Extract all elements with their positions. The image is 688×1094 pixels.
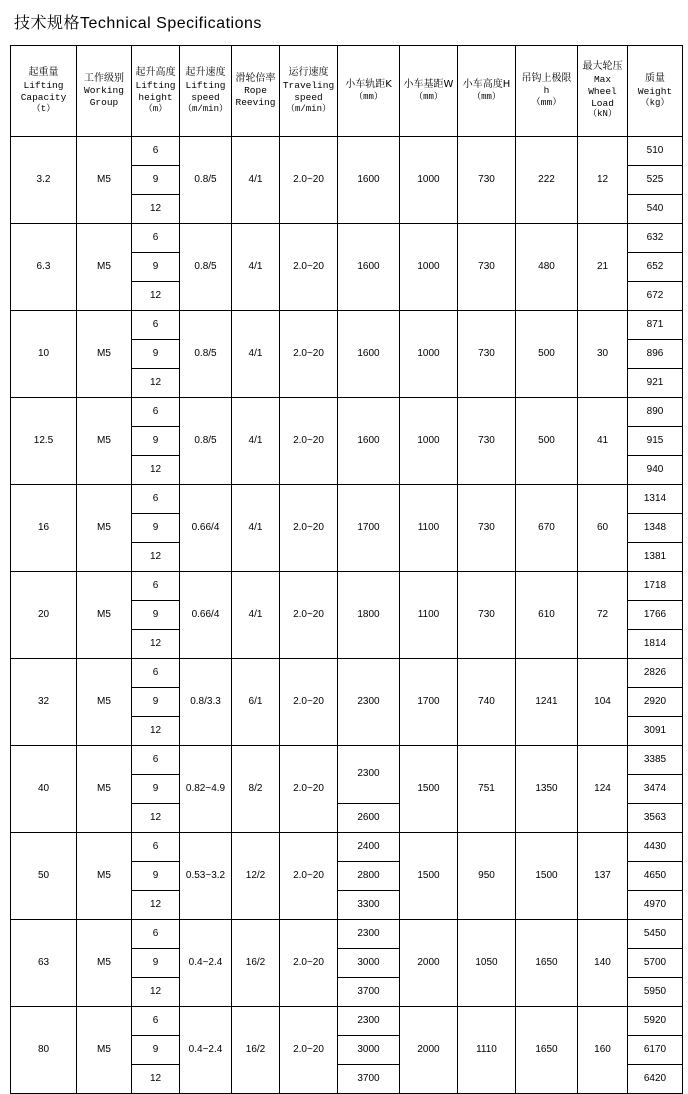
cell-lifting-capacity: 63 <box>11 920 77 1007</box>
cell-max-wheel-load: 72 <box>578 572 628 659</box>
cell-lifting-speed: 0.8/3.3 <box>180 659 232 746</box>
column-header-unit: （kg） <box>640 97 670 108</box>
cell-traveling-speed: 2.0~20 <box>280 572 338 659</box>
cell-rope-reeving: 4/1 <box>232 224 280 311</box>
cell-weight: 5450 <box>628 920 683 949</box>
cell-hook-limit: 610 <box>516 572 578 659</box>
cell-weight: 1314 <box>628 485 683 514</box>
table-row <box>11 746 683 775</box>
cell-traveling-speed: 2.0~20 <box>280 311 338 398</box>
cell-height-h: 730 <box>458 398 516 485</box>
cell-max-wheel-load: 41 <box>578 398 628 485</box>
cell-gauge-k: 1600 <box>338 224 400 311</box>
cell-weight: 4430 <box>628 833 683 862</box>
cell-lifting-height: 6 <box>132 572 180 601</box>
column-header-0 <box>11 46 77 137</box>
table-row <box>11 920 683 949</box>
column-header-4 <box>232 46 280 137</box>
cell-weight: 5700 <box>628 949 683 978</box>
cell-max-wheel-load: 12 <box>578 137 628 224</box>
cell-height-h: 730 <box>458 224 516 311</box>
cell-lifting-speed: 0.4~2.4 <box>180 1007 232 1094</box>
cell-lifting-speed: 0.8/5 <box>180 224 232 311</box>
cell-rope-reeving: 16/2 <box>232 920 280 1007</box>
technical-specifications-table <box>10 45 683 1094</box>
cell-rope-reeving: 4/1 <box>232 572 280 659</box>
cell-gauge-k: 2400 <box>338 833 400 862</box>
cell-gauge-k: 2800 <box>338 862 400 891</box>
column-header-cn: 最大轮压 <box>582 61 623 73</box>
cell-max-wheel-load: 140 <box>578 920 628 1007</box>
cell-base-w: 1100 <box>400 572 458 659</box>
cell-traveling-speed: 2.0~20 <box>280 137 338 224</box>
cell-working-group: M5 <box>77 746 132 833</box>
cell-rope-reeving: 4/1 <box>232 137 280 224</box>
cell-max-wheel-load: 160 <box>578 1007 628 1094</box>
column-header-en: Load <box>591 97 614 109</box>
cell-working-group: M5 <box>77 485 132 572</box>
cell-working-group: M5 <box>77 398 132 485</box>
column-header-en: Traveling <box>282 79 335 91</box>
column-header-en: Weight <box>637 85 673 97</box>
column-header-cn: 起升高度 <box>135 67 176 79</box>
cell-lifting-height: 6 <box>132 920 180 949</box>
cell-lifting-speed: 0.53~3.2 <box>180 833 232 920</box>
cell-working-group: M5 <box>77 833 132 920</box>
column-header-9 <box>516 46 578 137</box>
cell-hook-limit: 480 <box>516 224 578 311</box>
cell-weight: 896 <box>628 340 683 369</box>
cell-rope-reeving: 16/2 <box>232 1007 280 1094</box>
cell-working-group: M5 <box>77 137 132 224</box>
header-row <box>11 46 683 137</box>
column-header-en: Lifting <box>135 79 176 91</box>
column-header-en: speed <box>191 91 220 103</box>
cell-gauge-k: 2300 <box>338 746 400 804</box>
cell-weight: 3091 <box>628 717 683 746</box>
cell-weight: 3385 <box>628 746 683 775</box>
cell-lifting-capacity: 80 <box>11 1007 77 1094</box>
table-row <box>11 224 683 253</box>
table-row <box>11 572 683 601</box>
cell-lifting-capacity: 20 <box>11 572 77 659</box>
cell-gauge-k: 3000 <box>338 1036 400 1065</box>
cell-lifting-height: 6 <box>132 485 180 514</box>
cell-lifting-speed: 0.8/5 <box>180 398 232 485</box>
cell-lifting-height: 9 <box>132 601 180 630</box>
column-header-en: Lifting <box>23 79 64 91</box>
cell-traveling-speed: 2.0~20 <box>280 1007 338 1094</box>
cell-weight: 1381 <box>628 543 683 572</box>
cell-lifting-height: 9 <box>132 862 180 891</box>
cell-gauge-k: 2300 <box>338 1007 400 1036</box>
column-header-en: Max <box>593 73 612 85</box>
cell-gauge-k: 1600 <box>338 311 400 398</box>
cell-hook-limit: 1650 <box>516 920 578 1007</box>
column-header-en: （mm） <box>531 97 562 109</box>
cell-weight: 652 <box>628 253 683 282</box>
column-header-unit: （m/min） <box>285 103 331 114</box>
cell-lifting-height: 9 <box>132 949 180 978</box>
cell-lifting-height: 12 <box>132 1065 180 1094</box>
cell-hook-limit: 500 <box>516 311 578 398</box>
cell-base-w: 2000 <box>400 920 458 1007</box>
cell-hook-limit: 1350 <box>516 746 578 833</box>
column-header-10 <box>578 46 628 137</box>
cell-hook-limit: 500 <box>516 398 578 485</box>
cell-weight: 6170 <box>628 1036 683 1065</box>
cell-rope-reeving: 4/1 <box>232 398 280 485</box>
table-row <box>11 1007 683 1036</box>
table-row <box>11 311 683 340</box>
column-header-en: Rope <box>244 85 267 97</box>
cell-lifting-height: 12 <box>132 543 180 572</box>
cell-max-wheel-load: 30 <box>578 311 628 398</box>
cell-height-h: 730 <box>458 485 516 572</box>
column-header-en: Group <box>89 97 119 109</box>
cell-traveling-speed: 2.0~20 <box>280 746 338 833</box>
cell-height-h: 740 <box>458 659 516 746</box>
cell-weight: 890 <box>628 398 683 427</box>
cell-lifting-height: 9 <box>132 775 180 804</box>
column-header-cn: 运行速度 <box>288 67 329 79</box>
cell-rope-reeving: 6/1 <box>232 659 280 746</box>
cell-gauge-k: 2600 <box>338 804 400 833</box>
cell-weight: 915 <box>628 427 683 456</box>
cell-lifting-height: 12 <box>132 717 180 746</box>
cell-lifting-height: 6 <box>132 398 180 427</box>
column-header-cn: 起重量 <box>28 67 59 79</box>
column-header-en: height <box>138 91 173 103</box>
column-header-cn: 滑轮倍率 <box>235 72 276 84</box>
cell-working-group: M5 <box>77 920 132 1007</box>
cell-base-w: 1100 <box>400 485 458 572</box>
cell-lifting-speed: 0.8/5 <box>180 137 232 224</box>
cell-weight: 5920 <box>628 1007 683 1036</box>
cell-weight: 3563 <box>628 804 683 833</box>
column-header-unit: （mm） <box>414 91 443 102</box>
cell-lifting-height: 12 <box>132 630 180 659</box>
cell-lifting-capacity: 3.2 <box>11 137 77 224</box>
cell-height-h: 730 <box>458 572 516 659</box>
cell-height-h: 751 <box>458 746 516 833</box>
cell-weight: 5950 <box>628 978 683 1007</box>
cell-lifting-height: 6 <box>132 224 180 253</box>
table-row <box>11 833 683 862</box>
cell-gauge-k: 1600 <box>338 137 400 224</box>
cell-rope-reeving: 12/2 <box>232 833 280 920</box>
cell-base-w: 1000 <box>400 137 458 224</box>
cell-weight: 672 <box>628 282 683 311</box>
cell-gauge-k: 1700 <box>338 485 400 572</box>
column-header-8 <box>458 46 516 137</box>
column-header-11 <box>628 46 683 137</box>
cell-gauge-k: 3700 <box>338 1065 400 1094</box>
cell-lifting-height: 9 <box>132 427 180 456</box>
cell-height-h: 730 <box>458 137 516 224</box>
cell-max-wheel-load: 21 <box>578 224 628 311</box>
cell-weight: 632 <box>628 224 683 253</box>
cell-lifting-height: 9 <box>132 166 180 195</box>
column-header-en: h <box>543 85 550 97</box>
cell-lifting-height: 6 <box>132 659 180 688</box>
cell-lifting-height: 12 <box>132 282 180 311</box>
cell-lifting-capacity: 10 <box>11 311 77 398</box>
cell-lifting-capacity: 6.3 <box>11 224 77 311</box>
cell-weight: 940 <box>628 456 683 485</box>
cell-base-w: 1000 <box>400 311 458 398</box>
column-header-unit: （m/min） <box>182 103 228 114</box>
cell-weight: 1814 <box>628 630 683 659</box>
column-header-cn: 吊钩上极限 <box>521 72 572 84</box>
cell-rope-reeving: 8/2 <box>232 746 280 833</box>
cell-weight: 921 <box>628 369 683 398</box>
cell-lifting-height: 12 <box>132 195 180 224</box>
cell-lifting-height: 9 <box>132 340 180 369</box>
cell-lifting-height: 12 <box>132 804 180 833</box>
cell-weight: 6420 <box>628 1065 683 1094</box>
table-row <box>11 398 683 427</box>
column-header-5 <box>280 46 338 137</box>
page-title: 技术规格Technical Specifications <box>14 15 262 32</box>
cell-lifting-speed: 0.8/5 <box>180 311 232 398</box>
cell-weight: 2826 <box>628 659 683 688</box>
column-header-cn: 小车基距W <box>403 79 454 91</box>
cell-working-group: M5 <box>77 311 132 398</box>
cell-weight: 871 <box>628 311 683 340</box>
cell-lifting-height: 9 <box>132 514 180 543</box>
table-row <box>11 137 683 166</box>
cell-rope-reeving: 4/1 <box>232 485 280 572</box>
cell-lifting-capacity: 50 <box>11 833 77 920</box>
table-row <box>11 485 683 514</box>
cell-weight: 4650 <box>628 862 683 891</box>
cell-gauge-k: 2300 <box>338 659 400 746</box>
cell-hook-limit: 670 <box>516 485 578 572</box>
table-row <box>11 659 683 688</box>
column-header-3 <box>180 46 232 137</box>
cell-weight: 1348 <box>628 514 683 543</box>
column-header-en: Reeving <box>235 97 276 109</box>
cell-base-w: 2000 <box>400 1007 458 1094</box>
column-header-en: Lifting <box>185 79 226 91</box>
cell-lifting-height: 12 <box>132 369 180 398</box>
cell-lifting-height: 9 <box>132 253 180 282</box>
column-header-en: Wheel <box>588 85 617 97</box>
column-header-2 <box>132 46 180 137</box>
cell-lifting-capacity: 40 <box>11 746 77 833</box>
column-header-1 <box>77 46 132 137</box>
cell-weight: 540 <box>628 195 683 224</box>
cell-gauge-k: 1800 <box>338 572 400 659</box>
cell-lifting-speed: 0.66/4 <box>180 485 232 572</box>
cell-height-h: 730 <box>458 311 516 398</box>
column-header-unit: （t） <box>31 103 56 114</box>
cell-base-w: 1000 <box>400 398 458 485</box>
cell-weight: 525 <box>628 166 683 195</box>
cell-lifting-height: 6 <box>132 311 180 340</box>
cell-max-wheel-load: 104 <box>578 659 628 746</box>
cell-gauge-k: 1600 <box>338 398 400 485</box>
column-header-7 <box>400 46 458 137</box>
column-header-unit: （kN） <box>588 109 617 120</box>
cell-weight: 4970 <box>628 891 683 920</box>
cell-weight: 1766 <box>628 601 683 630</box>
table-body <box>11 137 683 1094</box>
cell-working-group: M5 <box>77 659 132 746</box>
cell-rope-reeving: 4/1 <box>232 311 280 398</box>
cell-lifting-height: 9 <box>132 688 180 717</box>
cell-lifting-speed: 0.82~4.9 <box>180 746 232 833</box>
cell-max-wheel-load: 124 <box>578 746 628 833</box>
cell-hook-limit: 1500 <box>516 833 578 920</box>
cell-lifting-capacity: 12.5 <box>11 398 77 485</box>
cell-height-h: 1110 <box>458 1007 516 1094</box>
column-header-unit: （m） <box>143 103 168 114</box>
column-header-cn: 小车高度H <box>462 79 511 91</box>
cell-working-group: M5 <box>77 1007 132 1094</box>
column-header-cn: 质量 <box>645 73 665 85</box>
cell-traveling-speed: 2.0~20 <box>280 224 338 311</box>
cell-lifting-capacity: 16 <box>11 485 77 572</box>
cell-weight: 2920 <box>628 688 683 717</box>
column-header-cn: 工作级别 <box>84 72 124 84</box>
column-header-unit: （mm） <box>472 91 501 102</box>
cell-base-w: 1000 <box>400 224 458 311</box>
cell-weight: 1718 <box>628 572 683 601</box>
cell-traveling-speed: 2.0~20 <box>280 398 338 485</box>
cell-lifting-height: 6 <box>132 1007 180 1036</box>
cell-working-group: M5 <box>77 572 132 659</box>
table-header <box>11 46 683 137</box>
cell-traveling-speed: 2.0~20 <box>280 659 338 746</box>
cell-working-group: M5 <box>77 224 132 311</box>
cell-lifting-speed: 0.4~2.4 <box>180 920 232 1007</box>
cell-lifting-height: 12 <box>132 456 180 485</box>
cell-hook-limit: 222 <box>516 137 578 224</box>
column-header-en: speed <box>294 91 323 103</box>
cell-gauge-k: 2300 <box>338 920 400 949</box>
column-header-6 <box>338 46 400 137</box>
cell-base-w: 1700 <box>400 659 458 746</box>
cell-lifting-height: 9 <box>132 1036 180 1065</box>
cell-height-h: 950 <box>458 833 516 920</box>
cell-gauge-k: 3300 <box>338 891 400 920</box>
column-header-cn: 起升速度 <box>185 67 226 79</box>
cell-max-wheel-load: 137 <box>578 833 628 920</box>
cell-lifting-speed: 0.66/4 <box>180 572 232 659</box>
column-header-unit: （mm） <box>354 91 383 102</box>
cell-traveling-speed: 2.0~20 <box>280 920 338 1007</box>
cell-weight: 510 <box>628 137 683 166</box>
cell-gauge-k: 3700 <box>338 978 400 1007</box>
column-header-en: Capacity <box>20 91 67 103</box>
cell-lifting-height: 12 <box>132 891 180 920</box>
cell-lifting-height: 6 <box>132 833 180 862</box>
cell-lifting-height: 6 <box>132 137 180 166</box>
column-header-cn: 小车轨距K <box>345 79 392 91</box>
cell-lifting-capacity: 32 <box>11 659 77 746</box>
cell-base-w: 1500 <box>400 833 458 920</box>
cell-weight: 3474 <box>628 775 683 804</box>
cell-lifting-height: 6 <box>132 746 180 775</box>
cell-gauge-k: 3000 <box>338 949 400 978</box>
cell-hook-limit: 1241 <box>516 659 578 746</box>
cell-height-h: 1050 <box>458 920 516 1007</box>
cell-hook-limit: 1650 <box>516 1007 578 1094</box>
cell-traveling-speed: 2.0~20 <box>280 833 338 920</box>
cell-traveling-speed: 2.0~20 <box>280 485 338 572</box>
cell-base-w: 1500 <box>400 746 458 833</box>
cell-max-wheel-load: 60 <box>578 485 628 572</box>
column-header-en: Working <box>84 85 124 97</box>
cell-lifting-height: 12 <box>132 978 180 1007</box>
